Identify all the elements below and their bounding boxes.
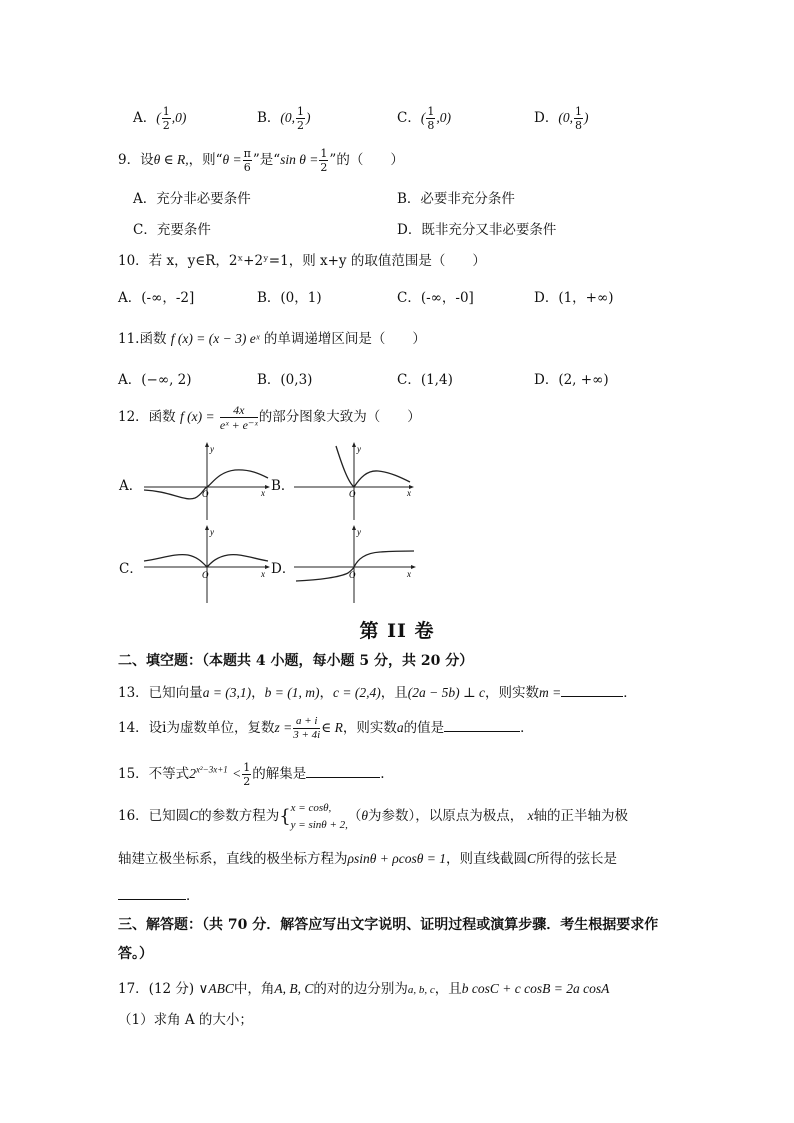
section-2-title: 第 II 卷: [359, 620, 435, 642]
q10-option-a: A．(-∞，-2]: [118, 290, 195, 306]
axis-x-label: x: [407, 569, 411, 579]
axis-y-label: y: [210, 527, 214, 537]
section-2-heading: 二、填空题：（本题共 4 小题，每小题 5 分，共 20 分）: [118, 653, 474, 669]
q12-stem: 12．函数 f (x) = $\frac{4x}{\text{eˣ + e⁻ˣ}}$ 的部分图象大致为（ ）: [118, 403, 421, 432]
graph-b: [290, 440, 425, 522]
q16-answer-blank[interactable]: [118, 885, 186, 900]
q11-option-c: C．(1,4): [397, 372, 453, 388]
q15-answer-blank[interactable]: [306, 763, 380, 778]
q10-stem: 10．若 x，y∈R，2ˣ+2ʸ=1，则 x+y 的取值范围是（ ）: [118, 253, 486, 269]
q8-option-b: B．(0, $\frac{1}{2}$ ): [257, 105, 311, 132]
origin-label: O: [202, 570, 209, 580]
axis-x-label: x: [407, 488, 411, 498]
q10-option-b: B．(0，1): [257, 290, 322, 306]
q8-option-a: A．( $\frac{1}{2}$ ,0): [133, 105, 187, 132]
q9-option-a: A．充分非必要条件: [133, 191, 251, 207]
q9-option-d: D．既非充分又非必要条件: [397, 222, 557, 238]
q9-option-b: B．必要非充分条件: [397, 191, 515, 207]
q10-option-c: C．(-∞，-0]: [397, 290, 474, 306]
origin-label: O: [202, 489, 209, 499]
section-3-heading-line-1: 三、解答题：（共 70 分．解答应写出文字说明、证明过程或演算步骤．考生根据要求作: [118, 917, 659, 933]
graph-d: [290, 523, 425, 605]
q14: 14．设i为虚数单位，复数z = $\frac{a + i}{3 + 4i}$ ∈ R，则实数a的值是 ．: [118, 715, 534, 741]
q11-option-b: B．(0,3): [257, 372, 313, 388]
q16-line-1: 16．已知圆C的参数方程为{ x = cosθ, y = sinθ + 2, （θ为参数），以原点为极点， x轴的正半轴为极: [118, 802, 629, 831]
q16-line-3: ．: [118, 884, 200, 904]
q9-stem: 9．设θ ∈ R,，则“θ = $\frac{\pi}{6}$ ”是“sin θ = $\frac{1}{2}$ ”的（ ）: [118, 147, 404, 174]
origin-label: O: [349, 489, 356, 499]
q17-stem: 17．(12 分) ∨ABC中，角A, B, C的对的边分别为a, b, c，且b cosC + c cosB = 2a cosA: [118, 981, 610, 997]
graph-c-label: C．: [119, 561, 143, 577]
origin-label: O: [349, 570, 356, 580]
graph-a-label: A．: [119, 478, 143, 494]
q17-part-1: （1）求角 A 的大小；: [118, 1012, 253, 1028]
graph-a: [140, 440, 275, 522]
q11-option-a: A．(−∞, 2): [118, 372, 192, 388]
graph-b-label: B．: [271, 478, 295, 494]
q9-option-c: C．充要条件: [133, 222, 211, 238]
q15: 15．不等式$2^{x^2-3x+1}$ < $\frac{1}{2}$ 的解集是 .: [118, 761, 385, 788]
axis-x-label: x: [261, 488, 265, 498]
axis-y-label: y: [210, 444, 214, 454]
q8-option-d: D．(0, $\frac{1}{8}$ ): [534, 105, 589, 132]
q16-line-2: 轴建立极坐标系，直线的极坐标方程为ρsinθ + ρcosθ = 1，则直线截圆C所得的弦长是: [118, 851, 617, 867]
q8-option-c: C．( $\frac{1}{8}$ ,0): [397, 105, 451, 132]
graph-d-label: D．: [271, 561, 296, 577]
graph-c: [140, 523, 275, 605]
axis-y-label: y: [357, 444, 361, 454]
q11-stem: 11.函数 f (x) = (x − 3) eˣ 的单调递增区间是（ ）: [118, 331, 426, 347]
axis-y-label: y: [357, 527, 361, 537]
q13-answer-blank[interactable]: [561, 682, 623, 697]
q13: 13．已知向量a = (3,1)，b = (1, m)，c = (2,4)，且(2a − 5b) ⊥ c，则实数m = ．: [118, 681, 637, 701]
section-3-heading-line-2: 答。）: [118, 946, 153, 962]
q14-answer-blank[interactable]: [444, 717, 520, 732]
q10-option-d: D．(1，+∞): [534, 290, 614, 306]
axis-x-label: x: [261, 569, 265, 579]
q11-option-d: D．(2, +∞): [534, 372, 609, 388]
